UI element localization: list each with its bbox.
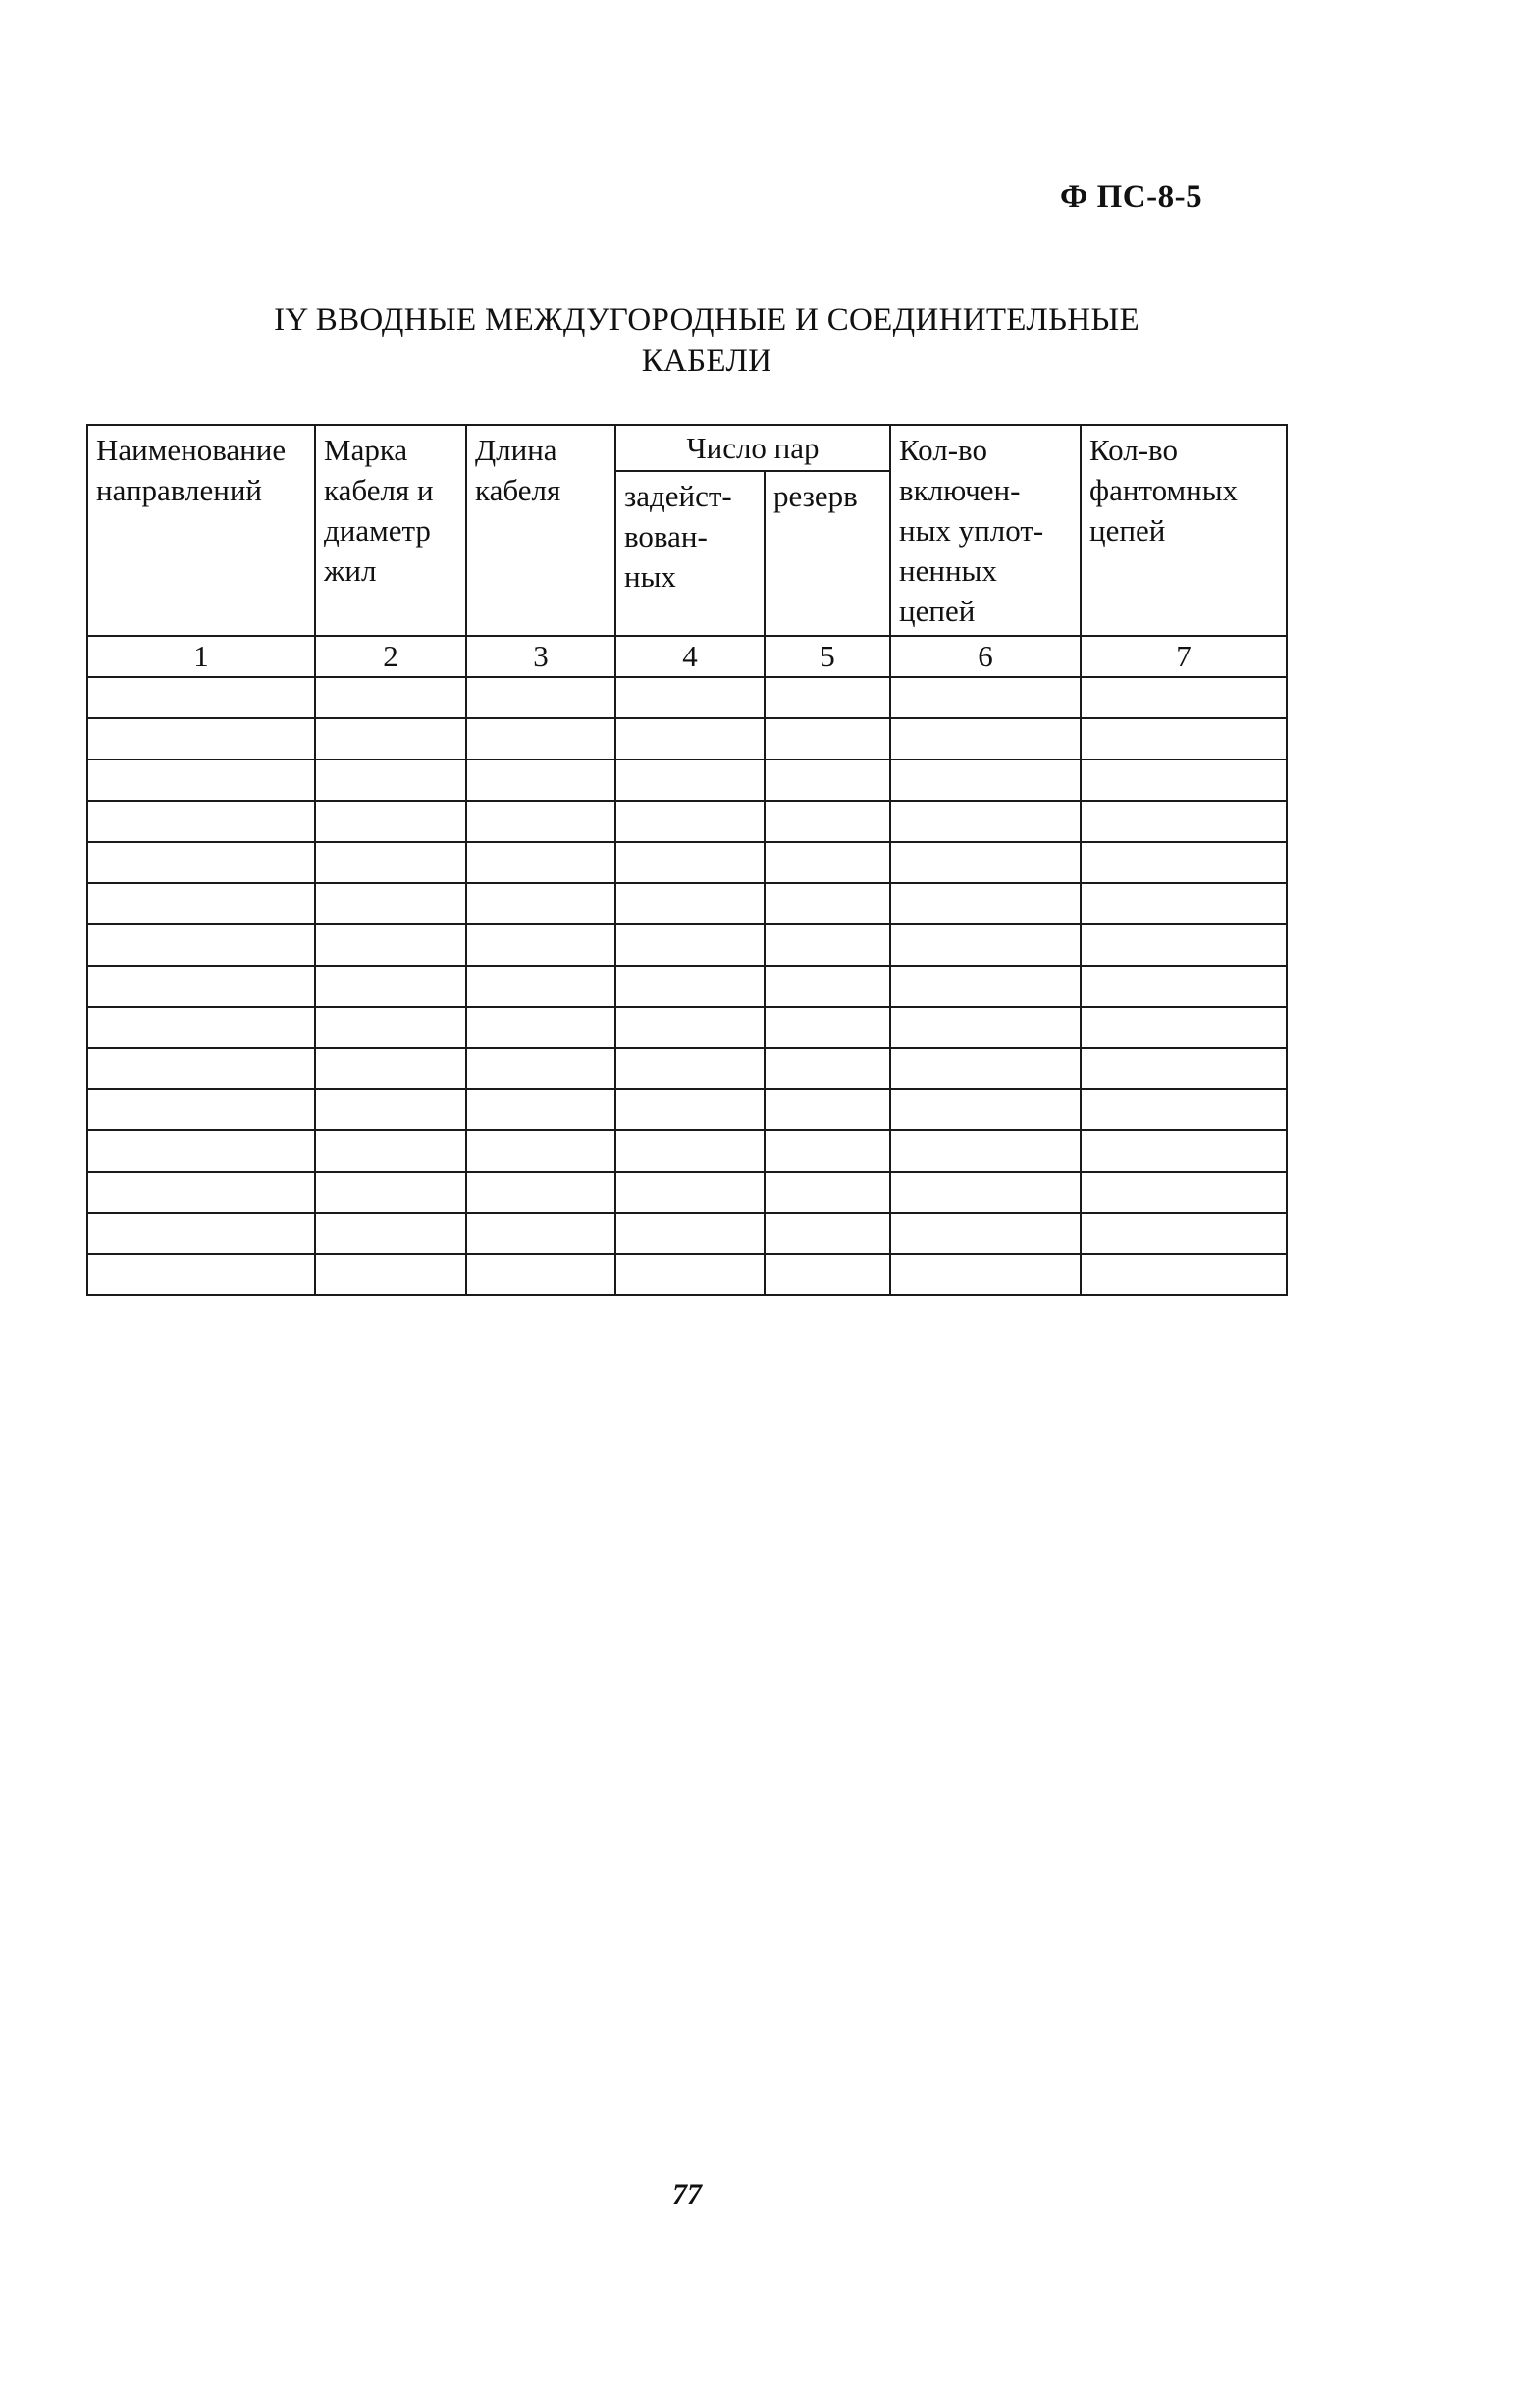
table-row: [87, 718, 1287, 759]
cell-value: [467, 843, 614, 882]
table-cell[interactable]: [315, 759, 466, 801]
cell-value: [88, 1090, 314, 1129]
table-cell[interactable]: [87, 1048, 315, 1089]
table-cell[interactable]: [315, 924, 466, 966]
table-cell[interactable]: [87, 883, 315, 924]
cable-table-container: [86, 424, 1286, 1296]
cell-value: [766, 719, 889, 759]
cell-value: [88, 1255, 314, 1294]
cell-value: [316, 1131, 465, 1171]
header-phantom-circuits: Кол-во фантомных цепей: [1081, 425, 1287, 636]
cell-value: [616, 843, 764, 882]
cell-value: [1082, 967, 1286, 1006]
cell-value: [616, 1173, 764, 1212]
cell-value: [316, 884, 465, 923]
cell-value: [88, 1131, 314, 1171]
column-number: 6: [890, 636, 1081, 677]
table-row: [87, 883, 1287, 924]
cell-value: [616, 1008, 764, 1047]
cell-value: [616, 1214, 764, 1253]
table-cell[interactable]: [87, 1007, 315, 1048]
title-line-1: IY ВВОДНЫЕ МЕЖДУГОРОДНЫЕ И СОЕДИНИТЕЛЬНЫЕ: [274, 302, 1140, 338]
cell-value: [467, 678, 614, 717]
table-cell[interactable]: [315, 1213, 466, 1254]
cell-value: [891, 1131, 1080, 1171]
cell-value: [316, 967, 465, 1006]
cell-value: [88, 1049, 314, 1088]
cell-value: [467, 967, 614, 1006]
cell-value: [616, 802, 764, 841]
table-cell[interactable]: [890, 1089, 1081, 1130]
table-cell[interactable]: [615, 1172, 765, 1213]
cell-value: [766, 925, 889, 965]
column-number: 4: [615, 636, 765, 677]
table-cell[interactable]: [890, 924, 1081, 966]
cell-value: [1082, 1131, 1286, 1171]
table-cell[interactable]: [890, 1254, 1081, 1295]
cell-value: [891, 1173, 1080, 1212]
cell-value: [891, 925, 1080, 965]
table-cell[interactable]: [615, 924, 765, 966]
header-pair-count-group: Число пар: [615, 425, 890, 471]
cell-value: [766, 1008, 889, 1047]
table-cell[interactable]: [765, 1172, 890, 1213]
cell-value: [316, 1049, 465, 1088]
cell-value: [467, 1214, 614, 1253]
cell-value: [1082, 1090, 1286, 1129]
cell-value: [766, 1131, 889, 1171]
cell-value: [88, 719, 314, 759]
table-cell[interactable]: [87, 966, 315, 1007]
table-cell[interactable]: [615, 842, 765, 883]
table-cell[interactable]: [890, 801, 1081, 842]
cell-value: [1082, 1008, 1286, 1047]
cell-value: [1082, 678, 1286, 717]
cell-value: [766, 843, 889, 882]
table-cell[interactable]: [890, 759, 1081, 801]
table-cell[interactable]: [1081, 1172, 1287, 1213]
table-cell[interactable]: [765, 801, 890, 842]
cell-value: [616, 1131, 764, 1171]
cell-value: [891, 1049, 1080, 1088]
table-cell[interactable]: [615, 966, 765, 1007]
table-cell[interactable]: [466, 1130, 615, 1172]
table-cell[interactable]: [765, 1089, 890, 1130]
table-row: [87, 759, 1287, 801]
table-cell[interactable]: [765, 883, 890, 924]
cell-value: [467, 1255, 614, 1294]
table-cell[interactable]: [466, 1172, 615, 1213]
cell-value: [1082, 884, 1286, 923]
table-cell[interactable]: [466, 1007, 615, 1048]
table-cell[interactable]: [890, 718, 1081, 759]
cell-value: [1082, 925, 1286, 965]
cell-value: [891, 884, 1080, 923]
table-cell[interactable]: [466, 1089, 615, 1130]
table-cell[interactable]: [765, 718, 890, 759]
cell-value: [467, 1049, 614, 1088]
table-row: [87, 966, 1287, 1007]
table-cell[interactable]: [315, 966, 466, 1007]
cell-value: [1082, 843, 1286, 882]
table-cell[interactable]: [466, 842, 615, 883]
table-cell[interactable]: [765, 1007, 890, 1048]
cell-value: [891, 1255, 1080, 1294]
table-cell[interactable]: [615, 801, 765, 842]
table-cell[interactable]: [1081, 801, 1287, 842]
cell-value: [316, 1090, 465, 1129]
cell-value: [316, 802, 465, 841]
cell-value: [891, 760, 1080, 800]
form-code: Ф ПС-8-5: [1060, 180, 1203, 215]
table-row: [87, 924, 1287, 966]
table-cell[interactable]: [466, 759, 615, 801]
table-cell[interactable]: [1081, 966, 1287, 1007]
table-cell[interactable]: [466, 801, 615, 842]
table-cell[interactable]: [1081, 677, 1287, 718]
table-cell[interactable]: [87, 1130, 315, 1172]
table-cell[interactable]: [615, 677, 765, 718]
cell-value: [1082, 1173, 1286, 1212]
table-cell[interactable]: [615, 1089, 765, 1130]
table-row: [87, 1213, 1287, 1254]
table-cell[interactable]: [765, 924, 890, 966]
table-cell[interactable]: [1081, 924, 1287, 966]
cell-value: [766, 802, 889, 841]
table-cell[interactable]: [615, 883, 765, 924]
column-number: 2: [315, 636, 466, 677]
cell-value: [88, 1214, 314, 1253]
header-direction-name: Наименование направлений: [87, 425, 315, 636]
cell-value: [766, 967, 889, 1006]
table-cell[interactable]: [87, 801, 315, 842]
cell-value: [1082, 760, 1286, 800]
cell-value: [616, 967, 764, 1006]
table-cell[interactable]: [765, 677, 890, 718]
cell-value: [467, 802, 614, 841]
cell-value: [88, 760, 314, 800]
cell-value: [88, 678, 314, 717]
table-cell[interactable]: [765, 1048, 890, 1089]
cell-value: [616, 1090, 764, 1129]
table-row: [87, 1007, 1287, 1048]
cell-value: [316, 1008, 465, 1047]
header-cable-length: Длина кабеля: [466, 425, 615, 636]
table-cell[interactable]: [890, 1130, 1081, 1172]
cell-value: [766, 1255, 889, 1294]
cell-value: [467, 1090, 614, 1129]
cell-value: [467, 1131, 614, 1171]
cell-value: [316, 760, 465, 800]
cell-value: [316, 1255, 465, 1294]
table-cell[interactable]: [890, 966, 1081, 1007]
table-cell[interactable]: [87, 759, 315, 801]
table-cell[interactable]: [466, 883, 615, 924]
table-cell[interactable]: [890, 883, 1081, 924]
cell-value: [316, 678, 465, 717]
table-cell[interactable]: [87, 1172, 315, 1213]
table-cell[interactable]: [890, 1213, 1081, 1254]
table-cell[interactable]: [615, 718, 765, 759]
cell-value: [616, 760, 764, 800]
table-cell[interactable]: [87, 1254, 315, 1295]
table-cell[interactable]: [466, 1048, 615, 1089]
cell-value: [766, 1090, 889, 1129]
cell-value: [766, 760, 889, 800]
table-cell[interactable]: [315, 1048, 466, 1089]
table-cell[interactable]: [765, 1213, 890, 1254]
header-cable-brand: Марка кабеля и диаметр жил: [315, 425, 466, 636]
table-cell[interactable]: [315, 883, 466, 924]
header-pairs-used: задейст-вован-ных: [615, 471, 765, 636]
cell-value: [467, 884, 614, 923]
column-number: 1: [87, 636, 315, 677]
table-cell[interactable]: [1081, 842, 1287, 883]
cell-value: [467, 925, 614, 965]
table-cell[interactable]: [466, 718, 615, 759]
cell-value: [891, 719, 1080, 759]
table-cell[interactable]: [1081, 1007, 1287, 1048]
cell-value: [891, 1214, 1080, 1253]
table-cell[interactable]: [87, 718, 315, 759]
table-cell[interactable]: [466, 677, 615, 718]
table-cell[interactable]: [1081, 1254, 1287, 1295]
table-cell[interactable]: [615, 1130, 765, 1172]
column-number-row: [87, 636, 1287, 677]
cell-value: [891, 967, 1080, 1006]
table-row: [87, 801, 1287, 842]
cell-value: [891, 802, 1080, 841]
cell-value: [616, 678, 764, 717]
table-cell[interactable]: [765, 1130, 890, 1172]
cell-value: [467, 1008, 614, 1047]
cell-value: [616, 1049, 764, 1088]
table-cell[interactable]: [765, 842, 890, 883]
cell-value: [467, 1173, 614, 1212]
table-cell[interactable]: [1081, 718, 1287, 759]
table-cell[interactable]: [890, 1172, 1081, 1213]
table-row: [87, 1130, 1287, 1172]
cell-value: [467, 760, 614, 800]
cell-value: [891, 843, 1080, 882]
cell-value: [316, 925, 465, 965]
cell-value: [316, 1173, 465, 1212]
table-row: [87, 842, 1287, 883]
table-cell[interactable]: [315, 801, 466, 842]
table-cell[interactable]: [890, 1048, 1081, 1089]
cell-value: [88, 1173, 314, 1212]
cell-value: [1082, 1214, 1286, 1253]
cell-value: [88, 802, 314, 841]
cell-value: [88, 925, 314, 965]
column-number: 5: [765, 636, 890, 677]
table-cell[interactable]: [466, 1213, 615, 1254]
cell-value: [766, 1173, 889, 1212]
cell-value: [616, 884, 764, 923]
table-cell[interactable]: [890, 1007, 1081, 1048]
cell-value: [467, 719, 614, 759]
cell-value: [891, 678, 1080, 717]
table-cell[interactable]: [615, 1254, 765, 1295]
column-number: 3: [466, 636, 615, 677]
cell-value: [766, 1214, 889, 1253]
table-cell[interactable]: [315, 1130, 466, 1172]
cell-value: [88, 967, 314, 1006]
table-cell[interactable]: [315, 1089, 466, 1130]
table-cell[interactable]: [1081, 1213, 1287, 1254]
table-row: [87, 677, 1287, 718]
table-cell[interactable]: [315, 1254, 466, 1295]
table-cell[interactable]: [1081, 1089, 1287, 1130]
cell-value: [616, 1255, 764, 1294]
cell-value: [88, 843, 314, 882]
cell-value: [316, 843, 465, 882]
table-cell[interactable]: [1081, 1130, 1287, 1172]
table-cell[interactable]: [87, 1089, 315, 1130]
table-row: [87, 1254, 1287, 1295]
table-cell[interactable]: [466, 966, 615, 1007]
table-cell[interactable]: [315, 718, 466, 759]
table-cell[interactable]: [615, 1213, 765, 1254]
table-cell[interactable]: [87, 924, 315, 966]
header-multiplexed-circuits: Кол-во включен-ных уплот-ненных цепей: [890, 425, 1081, 636]
cell-value: [766, 1049, 889, 1088]
table-cell[interactable]: [615, 759, 765, 801]
title-line-2: КАБЕЛИ: [641, 343, 772, 379]
cell-value: [891, 1008, 1080, 1047]
cell-value: [766, 884, 889, 923]
cell-value: [766, 678, 889, 717]
table-row: [87, 1172, 1287, 1213]
cell-value: [616, 719, 764, 759]
cell-value: [316, 719, 465, 759]
header-pairs-reserve: резерв: [765, 471, 890, 636]
table-cell[interactable]: [315, 842, 466, 883]
table-cell[interactable]: [315, 677, 466, 718]
table-cell[interactable]: [466, 1254, 615, 1295]
table-cell[interactable]: [890, 842, 1081, 883]
table-cell[interactable]: [615, 1048, 765, 1089]
cable-table: [86, 424, 1288, 1296]
cell-value: [88, 1008, 314, 1047]
table-cell[interactable]: [87, 842, 315, 883]
table-row: [87, 1048, 1287, 1089]
table-cell[interactable]: [87, 1213, 315, 1254]
table-cell[interactable]: [315, 1172, 466, 1213]
table-cell[interactable]: [87, 677, 315, 718]
table-cell[interactable]: [315, 1007, 466, 1048]
cell-value: [1082, 802, 1286, 841]
cell-value: [1082, 1255, 1286, 1294]
table-cell[interactable]: [890, 677, 1081, 718]
table-cell[interactable]: [1081, 759, 1287, 801]
table-cell[interactable]: [765, 966, 890, 1007]
table-cell[interactable]: [615, 1007, 765, 1048]
column-number: 7: [1081, 636, 1287, 677]
cell-value: [1082, 719, 1286, 759]
table-cell[interactable]: [1081, 883, 1287, 924]
table-cell[interactable]: [765, 759, 890, 801]
cell-value: [891, 1090, 1080, 1129]
table-cell[interactable]: [1081, 1048, 1287, 1089]
cell-value: [88, 884, 314, 923]
table-row: [87, 1089, 1287, 1130]
cell-value: [616, 925, 764, 965]
cell-value: [1082, 1049, 1286, 1088]
table-cell[interactable]: [765, 1254, 890, 1295]
page-title: [137, 299, 1276, 382]
cell-value: [316, 1214, 465, 1253]
table-cell[interactable]: [466, 924, 615, 966]
page-number: 77: [672, 2178, 702, 2211]
